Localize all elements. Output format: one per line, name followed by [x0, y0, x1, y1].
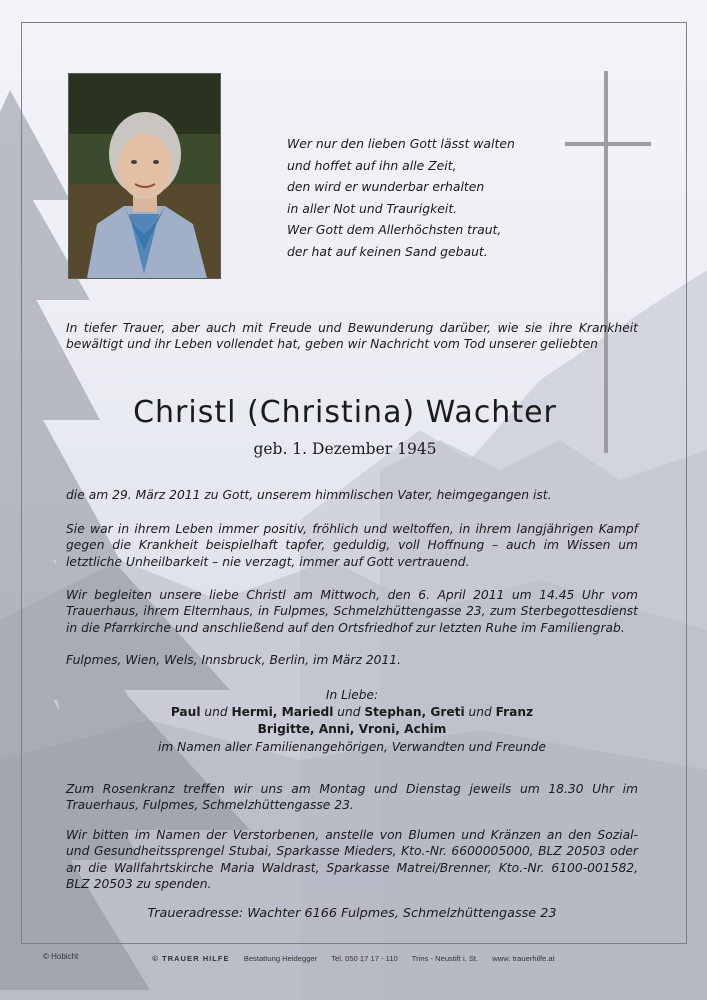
deceased-name: Christl (Christina) Wachter — [133, 395, 557, 430]
mourners-block — [66, 687, 638, 756]
footer — [0, 954, 707, 963]
undertaker-name: Bestattung Heidegger — [243, 954, 318, 963]
location: Trins - Neustift i. St. — [411, 954, 479, 963]
brand-logo: © TRAUER HILFE — [152, 954, 230, 963]
rosary-paragraph: Zum Rosenkranz treffen wir uns am Montag und Dienstag jeweils um 18.30 Uhr im Trauerhaus, Fulpmes, Schmelzhüttengasse 23. — [66, 782, 638, 813]
mourners-line-1 — [66, 704, 638, 721]
poem — [287, 133, 515, 263]
mourners-line-2 — [66, 721, 638, 738]
mourner-name: Franz — [495, 705, 534, 720]
mourners-line-3: im Namen aller Familienangehörigen, Verwandten und Freunde — [158, 739, 546, 754]
mourner-names: Brigitte, Anni, Vroni, Achim — [257, 722, 447, 737]
mourner-name: Paul — [170, 705, 201, 720]
website-link[interactable]: www. trauerhilfe.at — [492, 954, 555, 963]
mourners-heading: In Liebe: — [325, 688, 379, 702]
places-date: Fulpmes, Wien, Wels, Innsbruck, Berlin, im März 2011. — [66, 653, 402, 667]
death-paragraph: die am 29. März 2011 zu Gott, unserem himmlischen Vater, heimgegangen ist. — [66, 488, 552, 502]
poem-line: und hoffet auf ihn alle Zeit, — [287, 157, 457, 173]
funeral-paragraph: Wir begleiten unsere liebe Christl am Mittwoch, den 6. April 2011 um 14.45 Uhr vom Trauerhaus, ihrem Elternhaus, in Fulpmes, Schmelzhüttengasse 23, zum Sterbegottesdienst in die Pfarrkirche und anschließend auf den Ortsfriedhof zur letzten Ruhe im Familiengrab. — [66, 588, 638, 635]
photo-copyright: © Hobicht — [43, 952, 79, 961]
poem-line: den wird er wunderbar erhalten — [287, 179, 485, 195]
life-paragraph: Sie war in ihrem Leben immer positiv, fröhlich und weltoffen, in ihrem langjährigen Kampf gegen die Krankheit beispielhaft tapfer, geduldig, voll Hoffnung – auch im Wissen um letztliche Unheilbarkeit – nie verzagt, immer auf Gott vertrauend. — [66, 522, 638, 569]
portrait-photo — [68, 73, 221, 279]
poem-line: der hat auf keinen Sand gebaut. — [287, 243, 488, 259]
connector-word: und — [337, 705, 361, 720]
mourner-name: Stephan, Greti — [364, 705, 465, 720]
cross-horizontal-bar — [565, 142, 651, 146]
connector-word: und — [204, 705, 228, 720]
mourner-name: Hermi, Mariedl — [231, 705, 334, 720]
poem-line: Wer Gott dem Allerhöchsten traut, — [287, 222, 502, 238]
poem-line: Wer nur den lieben Gott lässt walten — [287, 136, 515, 151]
birth-date: geb. 1. Dezember 1945 — [253, 440, 437, 458]
donation-paragraph: Wir bitten im Namen der Verstorbenen, anstelle von Blumen und Kränzen an den Sozial- und Gesundheitssprengel Stubai, Sparkasse Mieders, Kto.-Nr. 6600005000, BLZ 20503 oder an die Wallfahrtskirche Maria Waldrast, Sparkasse Matrei/Brenner, Kto.-Nr. 6100-001582, BLZ 20503 zu spenden. — [66, 828, 638, 892]
intro-paragraph: In tiefer Trauer, aber auch mit Freude und Bewunderung darüber, wie sie ihre Krankheit bewältigt und ihr Leben vollendet hat, geben wir Nachricht vom Tod unserer geliebten — [66, 321, 638, 352]
phone-number: Tel. 050 17 17 - 110 — [331, 954, 398, 963]
mourning-address: Traueradresse: Wachter 6166 Fulpmes, Schmelzhüttengasse 23 — [147, 906, 557, 921]
connector-word: und — [468, 705, 492, 720]
poem-line: in aller Not und Traurigkeit. — [287, 200, 458, 216]
